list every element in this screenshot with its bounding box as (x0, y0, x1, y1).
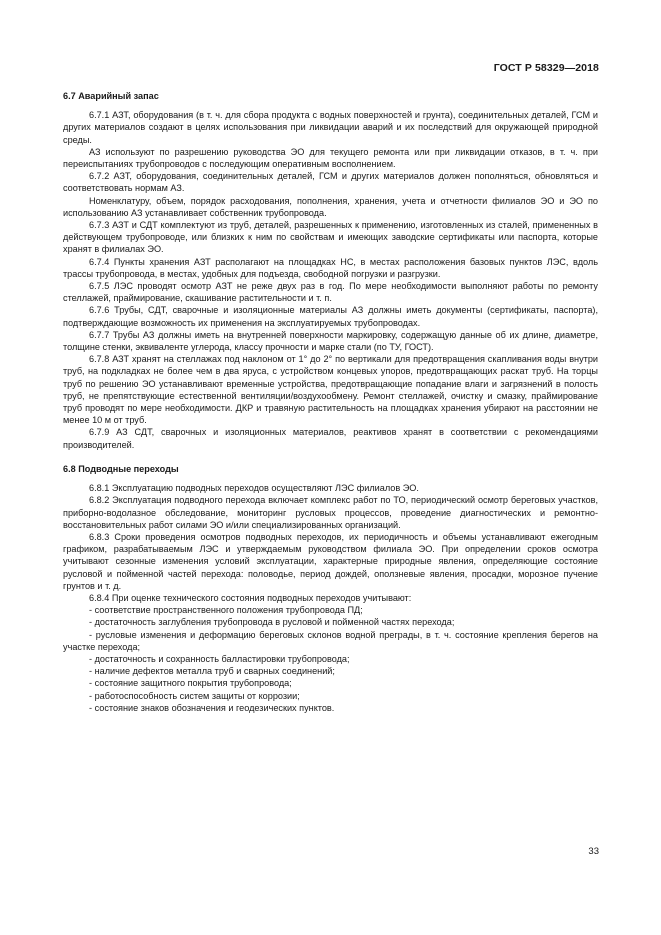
list-item: - достаточность и сохранность балластировки трубопровода; (89, 653, 350, 664)
paragraph: 6.7.5 ЛЭС проводят осмотр АЗТ не реже двух раз в год. По мере необходимости выполняют работы по ремонту стеллажей, праймирование, скашивание растительности и т. п. (63, 281, 598, 304)
paragraph: Номенклатуру, объем, порядок расходования, пополнения, хранения, учета и отчетности филиалов ЭО и ЭО по использованию АЗ устанавливает собственник трубопровода. (63, 195, 598, 218)
list-item: - работоспособность систем защиты от коррозии; (89, 690, 300, 701)
paragraph: 6.8.3 Сроки проведения осмотров подводных переходов, их периодичность и объемы устанавливают ежегодным графиком, разрабатываемым ЛЭС и утверждаемым руководством филиала ЭО. При определении сроков осмотра учитывают сезонные изменения условий эксплуатации, характерные природные явления, определяющие состояние русловой и пойменной частей перехода: половодье, период дождей, оползневые явления, просадки, морозное пучение грунтов и т. д. (63, 531, 598, 591)
page-number: 33 (588, 846, 599, 857)
list-item: - русловые изменения и деформацию береговых склонов водной преграды, в т. ч. состояние крепления берегов на участке перехода; (63, 629, 598, 652)
document-header: ГОСТ Р 58329—2018 (493, 62, 599, 74)
list-item: - соответствие пространственного положения трубопровода ПД; (89, 605, 363, 616)
paragraph: 6.8.4 При оценке технического состояния подводных переходов учитывают: (89, 592, 412, 603)
paragraph: 6.7.7 Трубы АЗ должны иметь на внутренней поверхности маркировку, содержащую данные об их длине, диаметре, толщине стенки, эквиваленте углерода, классу прочности и марке стали (по ТУ, ГОСТ). (63, 329, 598, 353)
paragraph: 6.8.2 Эксплуатация подводного перехода включает комплекс работ по ТО, периодический осмотр береговых участков, приборно-водолазное обследование, мониторинг русловых процессов, проведение диагностических и ремонтно-восстановительных работ силами ЭО и/или специализированных организаций. (63, 495, 598, 530)
paragraph: АЗ используют по разрешению руководства ЭО для текущего ремонта или при ликвидации отказов, в т. ч. при переиспытаниях трубопроводов с последующим оперативным восполнением. (63, 146, 598, 170)
paragraph: 6.7.9 АЗ СДТ, сварочных и изоляционных материалов, реактивов хранят в соответствии с рекомендациями производителей. (63, 427, 598, 450)
list-item: - наличие дефектов металла труб и сварных соединений; (89, 666, 335, 677)
paragraph: 6.7.4 Пункты хранения АЗТ располагают на площадках НС, в местах расположения базовых пунктов ЛЭС, вдоль трассы трубопровода, в местах, удобных для подъезда, свободной погрузки и разгрузки. (63, 256, 598, 279)
paragraph: 6.7.2 АЗТ, оборудования, соединительных деталей, ГСМ и других материалов должен пополняться, обновляться и соответствовать нормам АЗ. (63, 171, 598, 194)
paragraph: 6.8.1 Эксплуатацию подводных переходов осуществляют ЛЭС филиалов ЭО. (89, 483, 419, 494)
paragraph: 6.7.6 Трубы, СДТ, сварочные и изоляционные материалы АЗ должны иметь документы (сертификаты, паспорта), подтверждающие возможность их применения на эксплуатируемых трубопроводах. (63, 305, 598, 328)
section-title-6-7: 6.7 Аварийный запас (63, 91, 159, 101)
list-item: - состояние защитного покрытия трубопровода; (89, 678, 292, 689)
list-item: - достаточность заглубления трубопровода в русловой и пойменной частях перехода; (89, 617, 455, 628)
paragraph: 6.7.8 АЗТ хранят на стеллажах под наклоном от 1° до 2° по вертикали для предотвращения скапливания воды внутри труб, на подкладках не более чем в два яруса, с устройством концевых упоров, предотвращающих раскат труб. На торцы труб по решению ЭО устанавливают временные устройства, предотвращающие попадание влаги и загрязнений в полость труб, не препятствующие естественной вентиляции/воздухообмену. Ремонт стеллажей, очистку и смазку, праймирование труб проводят по мере необходимости. ДКР и травяную растительность на площадках хранения убирают на расстоянии не менее 10 м от труб. (63, 354, 598, 426)
section-title-6-8: 6.8 Подводные переходы (63, 463, 179, 474)
paragraph: 6.7.1 АЗТ, оборудования (в т. ч. для сбора продукта с водных поверхностей и грунта), соединительных деталей, ГСМ и других материалов создают в целях использования при ликвидации аварий и их последствий для окружающей природной среды. (63, 110, 598, 145)
paragraph: 6.7.3 АЗТ и СДТ комплектуют из труб, деталей, разрешенных к применению, изготовленных из сталей, примененных в действующем трубопроводе, или близких к ним по свойствам и имеющих заводские сертификаты или паспорта, которые хранят в филиалах ЭО. (63, 220, 598, 255)
list-item: - состояние знаков обозначения и геодезических пунктов. (89, 702, 335, 713)
page-content (63, 90, 598, 714)
